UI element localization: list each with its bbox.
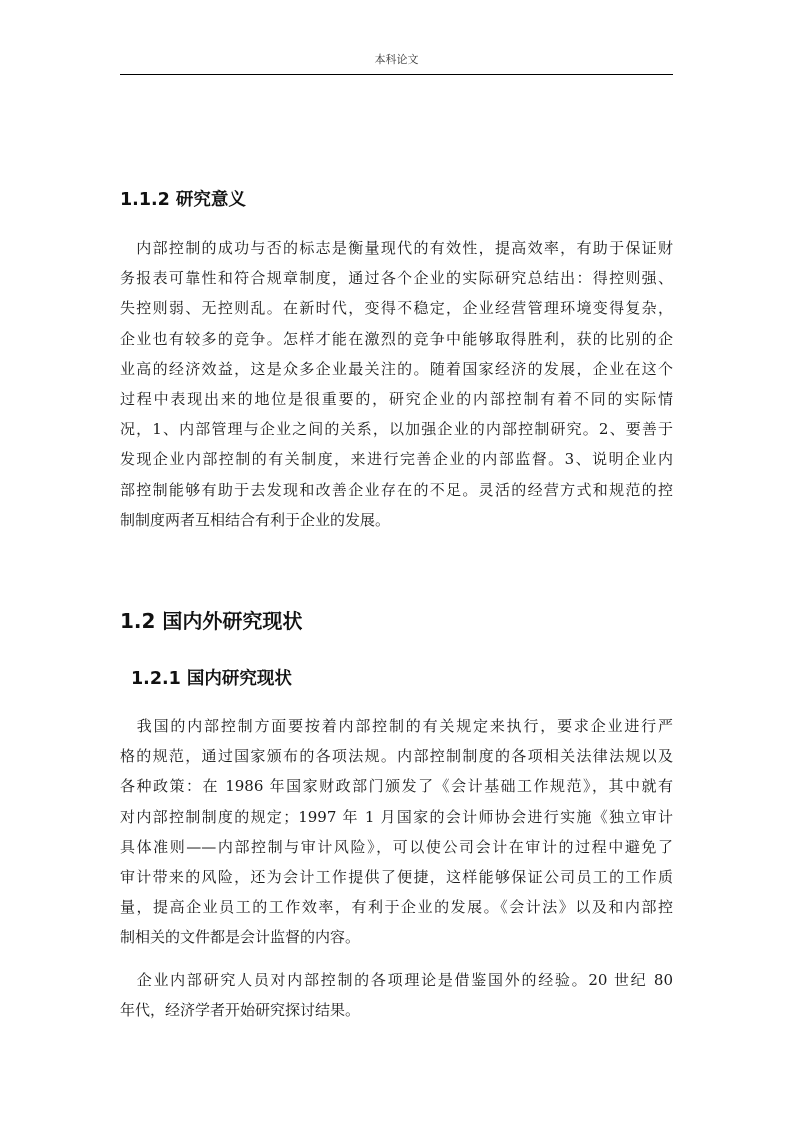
text-line: 对内部控制制度的规定；1997 年 1 月国家的会计师协会进行实施《独立审计 xyxy=(120,807,673,826)
text-line: 具体准则——内部控制与审计风险》，可以使公司会计在审计的过程中避免了 xyxy=(120,837,673,856)
section-heading-1-2: 1.2 国内外研究现状 xyxy=(120,609,303,633)
text-line: 务报表可靠性和符合规章制度，通过各个企业的实际研究总结出：得控则强、 xyxy=(120,269,673,288)
text-line: 部控制能够有助于去发现和改善企业存在的不足。灵活的经营方式和规范的控 xyxy=(120,480,673,499)
paragraph-domestic-research-1 xyxy=(120,711,673,953)
text-line: 量，提高企业员工的工作效率，有利于企业的发展。《会计法》以及和内部控 xyxy=(120,898,673,917)
text-line: 年代，经济学者开始研究探讨结果。 xyxy=(120,1001,361,1020)
text-line: 况，1、内部管理与企业之间的关系，以加强企业的内部控制研究。2、要善于 xyxy=(120,420,673,439)
text-line: 发现企业内部控制的有关制度，来进行完善企业的内部监督。3、说明企业内 xyxy=(120,450,673,469)
text-line: 内部控制的成功与否的标志是衡量现代的有效性，提高效率，有助于保证财 xyxy=(120,239,673,257)
text-line: 制相关的文件都是会计监督的内容。 xyxy=(120,928,361,947)
text-line: 业高的经济效益，这是众多企业最关注的。随着国家经济的发展，企业在这个 xyxy=(120,359,673,378)
text-line: 我国的内部控制方面要按着内部控制的有关规定来执行，要求企业进行严 xyxy=(120,717,673,735)
paragraph-research-significance xyxy=(120,233,673,535)
text-line: 企业内部研究人员对内部控制的各项理论是借鉴国外的经验。20 世纪 80 xyxy=(120,971,673,989)
text-line: 审计带来的风险，还为会计工作提供了便捷，这样能够保证公司员工的工作质 xyxy=(120,867,673,886)
paragraph-domestic-research-2 xyxy=(120,965,673,1025)
text-line: 制制度两者互相结合有利于企业的发展。 xyxy=(120,510,391,529)
text-line: 失控则弱、无控则乱。在新时代，变得不稳定，企业经营管理环境变得复杂， xyxy=(120,299,673,318)
text-line: 各种政策：在 1986 年国家财政部门颁发了《会计基础工作规范》，其中就有 xyxy=(120,777,673,796)
section-heading-1-1-2: 1.1.2 研究意义 xyxy=(120,190,246,210)
section-heading-1-2-1: 1.2.1 国内研究现状 xyxy=(131,669,292,689)
text-line: 过程中表现出来的地位是很重要的，研究企业的内部控制有着不同的实际情 xyxy=(120,389,673,408)
text-line: 格的规范，通过国家颁布的各项法规。内部控制制度的各项相关法律法规以及 xyxy=(120,747,673,766)
header-title: 本科论文 xyxy=(374,53,419,66)
page-header xyxy=(120,52,673,75)
text-line: 企业也有较多的竞争。怎样才能在激烈的竞争中能够取得胜利，获的比别的企 xyxy=(120,329,673,348)
